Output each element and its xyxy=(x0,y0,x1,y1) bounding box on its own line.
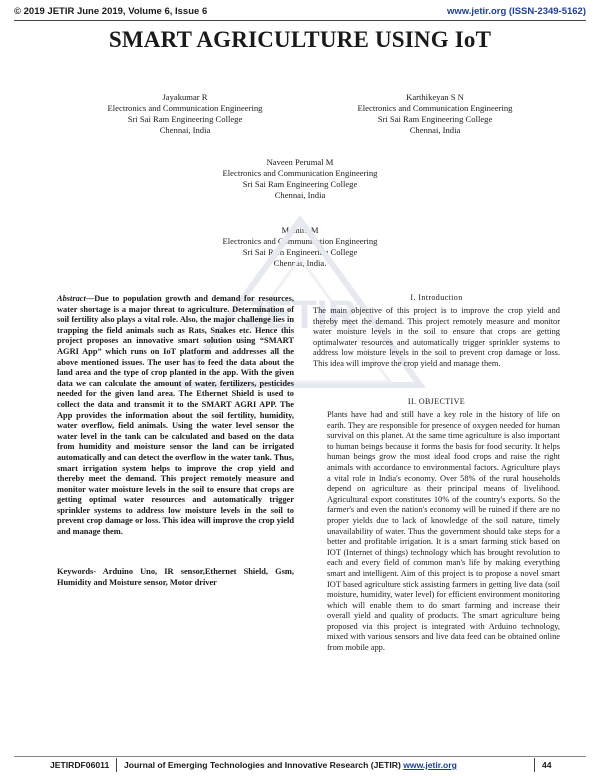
journal-link[interactable]: www.jetir.org xyxy=(403,760,457,770)
page-number: 44 xyxy=(542,760,552,770)
journal-title: Journal of Emerging Technologies and Innovative Research (JETIR) xyxy=(124,760,404,770)
author-name: Karthikeyan S N xyxy=(406,92,464,102)
journal-issue: © 2019 JETIR June 2019, Volume 6, Issue 6 xyxy=(14,6,208,17)
author-name: Naveen Perumal M xyxy=(266,157,334,167)
author-city: Chennai, India. xyxy=(273,258,327,268)
header-rule xyxy=(14,20,586,21)
author-name: Methini M xyxy=(281,225,319,235)
author-college: Sri Sai Ram Engineering College xyxy=(127,114,243,124)
section-heading-introduction: I. Introduction xyxy=(410,293,463,302)
section-heading-objective: II. OBJECTIVE xyxy=(407,397,466,406)
footer-divider xyxy=(534,758,535,772)
abstract xyxy=(57,294,294,538)
author-city: Chennai, India xyxy=(274,190,326,200)
author-dept: Electronics and Communication Engineering xyxy=(222,168,378,178)
author-dept: Electronics and Communication Engineering xyxy=(107,103,263,113)
author-college: Sri Sai Ram Engineering College xyxy=(377,114,493,124)
objective-text: Plants have had and still have a key role in the history of life on earth. They are responsible for presence of oxygen needed for human survival on this planet. At the same time agriculture is also important to human beings because it forms the basis for food security. It helps human beings grow the most ideal food crops and raise the right animals with accordance to environmental factors. Agriculture plays a vital role in India's economy. Over 58% of the rural households depend on agriculture as their principal means of livelihood. Agricultural export constitutes 10% of the country's exports. So the farmer's and even the nation's economy will be ruined if there are no proper yields due to lack of knowledge of the soil nature, timely unavailability of water. Thus the government should take steps for a better and profitable irrigation. It is a smart farming stick based on IOT (Internet of things) technology which has brought revolution to each and every field of common man's life by making everything smart and intelligent. Aim of this project is to propose a novel smart IOT based agriculture stick assisting farmers in getting live data (soil moisture, humidity, water level) for efficient environment monitoring which will enable them to do smart farming and increase their overall yield and quality of products. The smart agriculture being proposed via this project is integrated with Arduino technology, mixed with various sensors and live data feed can be obtained online from mobile app. xyxy=(327,410,560,653)
page-footer xyxy=(14,760,586,772)
author-block xyxy=(180,157,420,201)
author-block xyxy=(320,92,550,136)
running-header xyxy=(14,6,586,20)
author-college: Sri Sai Ram Engineering College xyxy=(242,179,358,189)
journal-name xyxy=(124,760,457,770)
author-city: Chennai, India xyxy=(159,125,211,135)
paper-code: JETIRDF06011 xyxy=(50,760,110,770)
author-dept: Electronics and Communication Engineering xyxy=(222,236,378,246)
abstract-label: Abstract xyxy=(57,294,86,303)
keywords: Keywords- Arduino Uno, IR sensor,Ethernet Shield, Gsm, Humidity and Moisture sensor, Motor driver xyxy=(57,567,294,587)
watermark-text: JETIR xyxy=(243,293,357,337)
introduction-text: The main objective of this project is to improve the crop yield and thereby meet the demand. This project remotely measure and monitor water moisture levels in the soil to ensure that crops are getting optimalwater resources and automatically trigger sprinkler systems to address low moisture levels in the soil to prevent crop damage or loss. This idea will improve the crop yield and manage them. xyxy=(313,306,560,368)
footer-rule xyxy=(14,756,586,757)
journal-website[interactable]: www.jetir.org (ISSN-2349-5162) xyxy=(446,6,586,17)
author-dept: Electronics and Communication Engineering xyxy=(357,103,513,113)
footer-divider xyxy=(116,758,117,772)
abstract-text: —Due to population growth and demand for resources, water shortage is a major threat to agriculture. Determination of soil fertility also plays a vital role. Also, the major challenge lies in trapping the field animals such as Rats, Snakes etc. Hence this project proposes an innovative smart solution using “SMART AGRI App” which runs on IoT platform and addresses all the above mentioned issues. The user has to feed the data about the land area and the type of crop planted in the app. With the given data we can calculate the amount of water, fertilizers, pesticides needed for the given land area. The Ethernet Shield is used to collect the data and transmit it to the SMART AGRI APP. The App provides the information about the soil fertility, humidity, water overflow, field animals. Using the water level sensor the water level in the tank can be calculated and based on the data from humidity and moisture sensor the land can be irrigated automatically and can detect the overflow in the water tank. Thus, smart irrigation system helps to improve the crop yield and thereby meet the demand. This project remotely measure and monitor water moisture levels in the soil to ensure that crops are getting optimal water resources and automatically trigger sprinkler systems to address low moisture levels in the soil to prevent crop damage or loss. This idea will improve the crop yield and manage them. xyxy=(57,294,294,537)
author-city: Chennai, India xyxy=(409,125,461,135)
author-college: Sri Sai Ram Engineering College xyxy=(242,247,358,257)
paper-title: SMART AGRICULTURE USING IoT xyxy=(108,27,492,52)
author-name: Jayakumar R xyxy=(162,92,208,102)
author-block xyxy=(70,92,300,136)
